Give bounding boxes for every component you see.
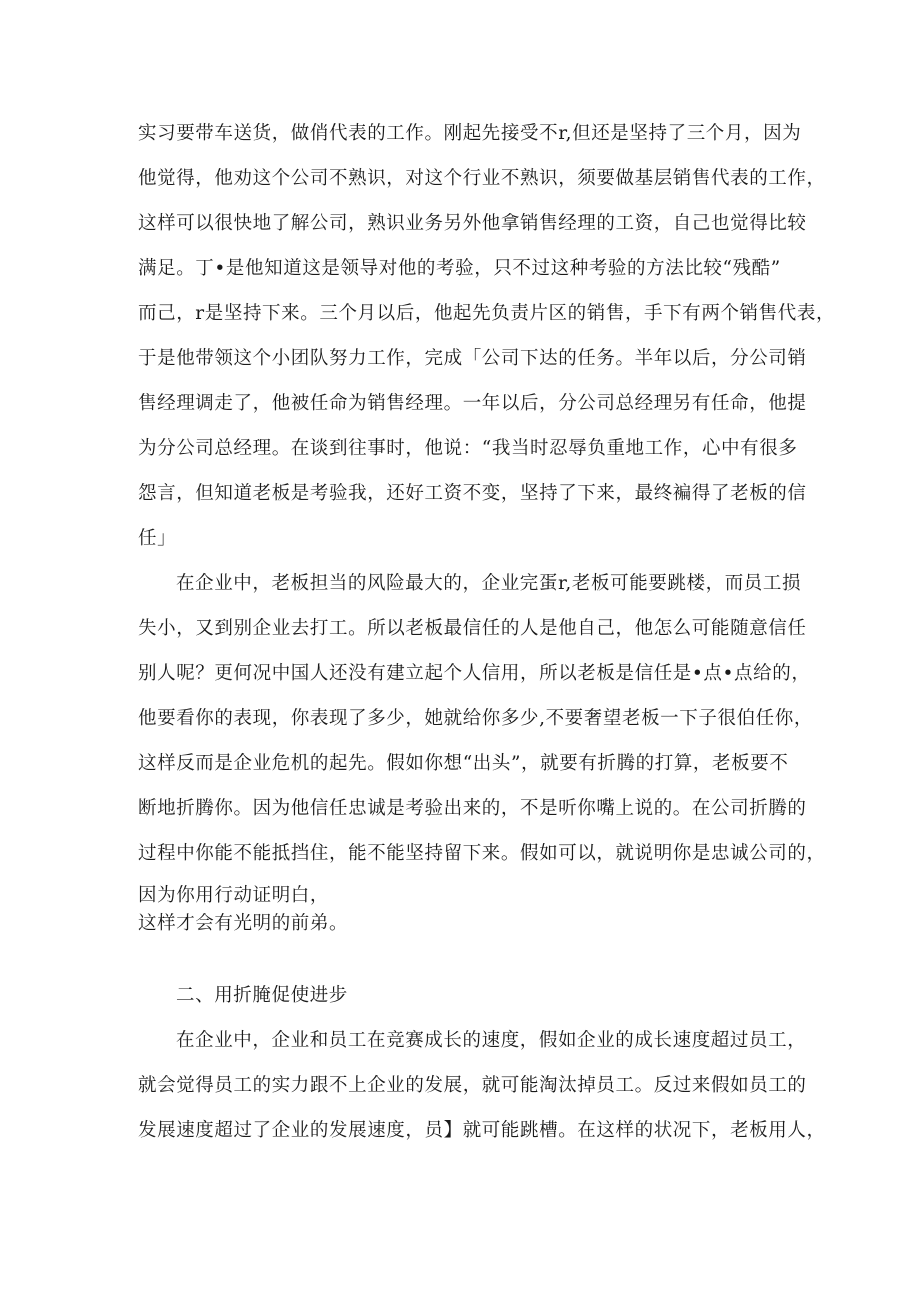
section-heading: 二、用折腌促使进步 — [176, 985, 348, 1006]
text-line: 在企业中，企业和员工在竞赛成长的速度，假如企业的成长速度超过员工， — [176, 1030, 807, 1051]
text-line: 断地折腾你。因为他信任忠诚是考验出来的，不是听你嘴上说的。在公司折腾的 — [138, 798, 807, 819]
text-line: 于是他带领这个小团队努力工作，完成「公司下达的任务。半年以后，分公司销 — [138, 348, 807, 369]
text-line: 为分公司总经理。在谈到往事时，他说：“我当时忍辱负重地工作，心中有很多 — [138, 438, 798, 459]
text-line: 这样反而是企业危机的起先。假如你想“出头”，就要有折腾的打算，老板要不 — [138, 753, 789, 774]
text-line: 这样才会有光明的前弟。 — [138, 913, 349, 934]
text-line: 因为你用行动证明白， — [138, 885, 330, 906]
text-line: 怨言，但知道老板是考验我，还好工资不变，坚持了下来，最终褊得了老板的信 — [138, 483, 807, 504]
text-line: 失小，又到别企业去打工。所以老板最信任的人是他自己，他怎么可能随意信任 — [138, 618, 807, 639]
text-line: 他觉得，他劝这个公司不熟识，对这个行业不熟识，须要做基层销售代表的工作， — [138, 168, 826, 189]
text-line: 过程中你能不能抵挡住，能不能坚持留下来。假如可以，就说明你是忠诚公司的， — [138, 843, 826, 864]
text-line: 这样可以很快地了解公司，熟识业务另外他拿销售经理的工资，自己也觉得比较 — [138, 213, 807, 234]
text-line: 在企业中，老板担当的风险最大的，企业完蛋r,老板可能要跳楼，而员工损 — [176, 573, 802, 594]
text-line: 满足。丁•是他知道这是领导对他的考验，只不过这种考验的方法比较“残酷” — [138, 258, 781, 279]
text-line: 发展速度超过了企业的发展速度，员】就可能跳槽。在这样的状况下，老板用人， — [138, 1120, 826, 1141]
text-line: 售经理调走了，他被任命为销售经理。一年以后，分公司总经理另有任命，他提 — [138, 393, 807, 414]
text-line: 实习要带车送货，做俏代表的工作。刚起先接受不r,但还是坚持了三个月，因为 — [138, 123, 802, 144]
text-line: 而己，r是坚持下来。三个月以后，他起先负责片区的销售，手下有两个销售代表， — [138, 303, 836, 324]
text-line: 别人呢？更何况中国人还没有建立起个人信用，所以老板是信任是•点•点给的， — [138, 663, 811, 684]
text-line: 任」 — [138, 528, 177, 549]
text-line: 就会觉得员工的实力跟不上企业的发展，就可能淘汰掉员工。反过来假如员工的 — [138, 1075, 807, 1096]
text-line: 他要看你的表现，你表现了多少，她就给你多少,不要奢望老板一下子很伯任你， — [138, 708, 813, 729]
